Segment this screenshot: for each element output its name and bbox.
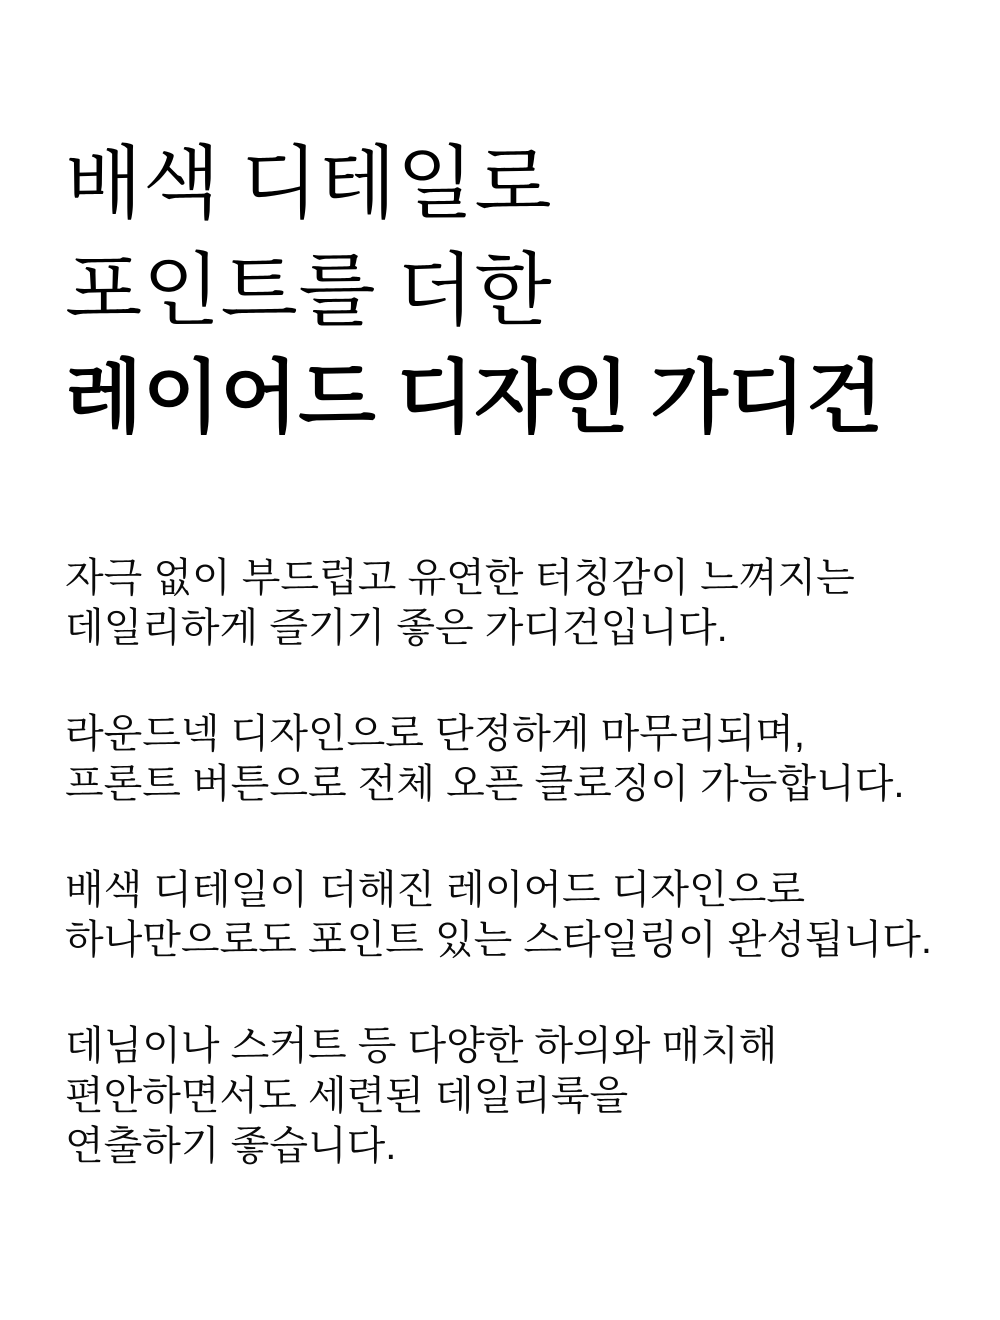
description-paragraph-layered-design xyxy=(65,865,970,965)
paragraph-line: 배색 디테일이 더해진 레이어드 디자인으로 xyxy=(65,868,805,912)
headline-line-product-name: 레이어드 디자인 가디건 xyxy=(65,355,884,443)
paragraph-line: 하나만으로도 포인트 있는 스타일링이 완성됩니다. xyxy=(65,918,933,962)
description-paragraphs xyxy=(65,553,970,1171)
description-paragraph-neckline xyxy=(65,709,970,809)
paragraph-line: 편안하면서도 세련된 데일리룩을 xyxy=(65,1074,629,1118)
paragraph-line: 자극 없이 부드럽고 유연한 터칭감이 느껴지는 xyxy=(65,556,855,600)
description-paragraph-styling xyxy=(65,1021,970,1171)
paragraph-line: 라운드넥 디자인으로 단정하게 마무리되며, xyxy=(65,712,805,756)
paragraph-line: 데님이나 스커트 등 다양한 하의와 매치해 xyxy=(65,1024,778,1068)
headline-line-2: 포인트를 더한 xyxy=(65,248,553,336)
paragraph-line: 연출하기 좋습니다. xyxy=(65,1124,397,1168)
paragraph-line: 데일리하게 즐기기 좋은 가디건입니다. xyxy=(65,606,728,650)
description-paragraph-fabric xyxy=(65,553,970,653)
product-headline xyxy=(65,132,970,453)
headline-line-1: 배색 디테일로 xyxy=(65,141,553,229)
paragraph-line: 프론트 버튼으로 전체 오픈 클로징이 가능합니다. xyxy=(65,762,905,806)
